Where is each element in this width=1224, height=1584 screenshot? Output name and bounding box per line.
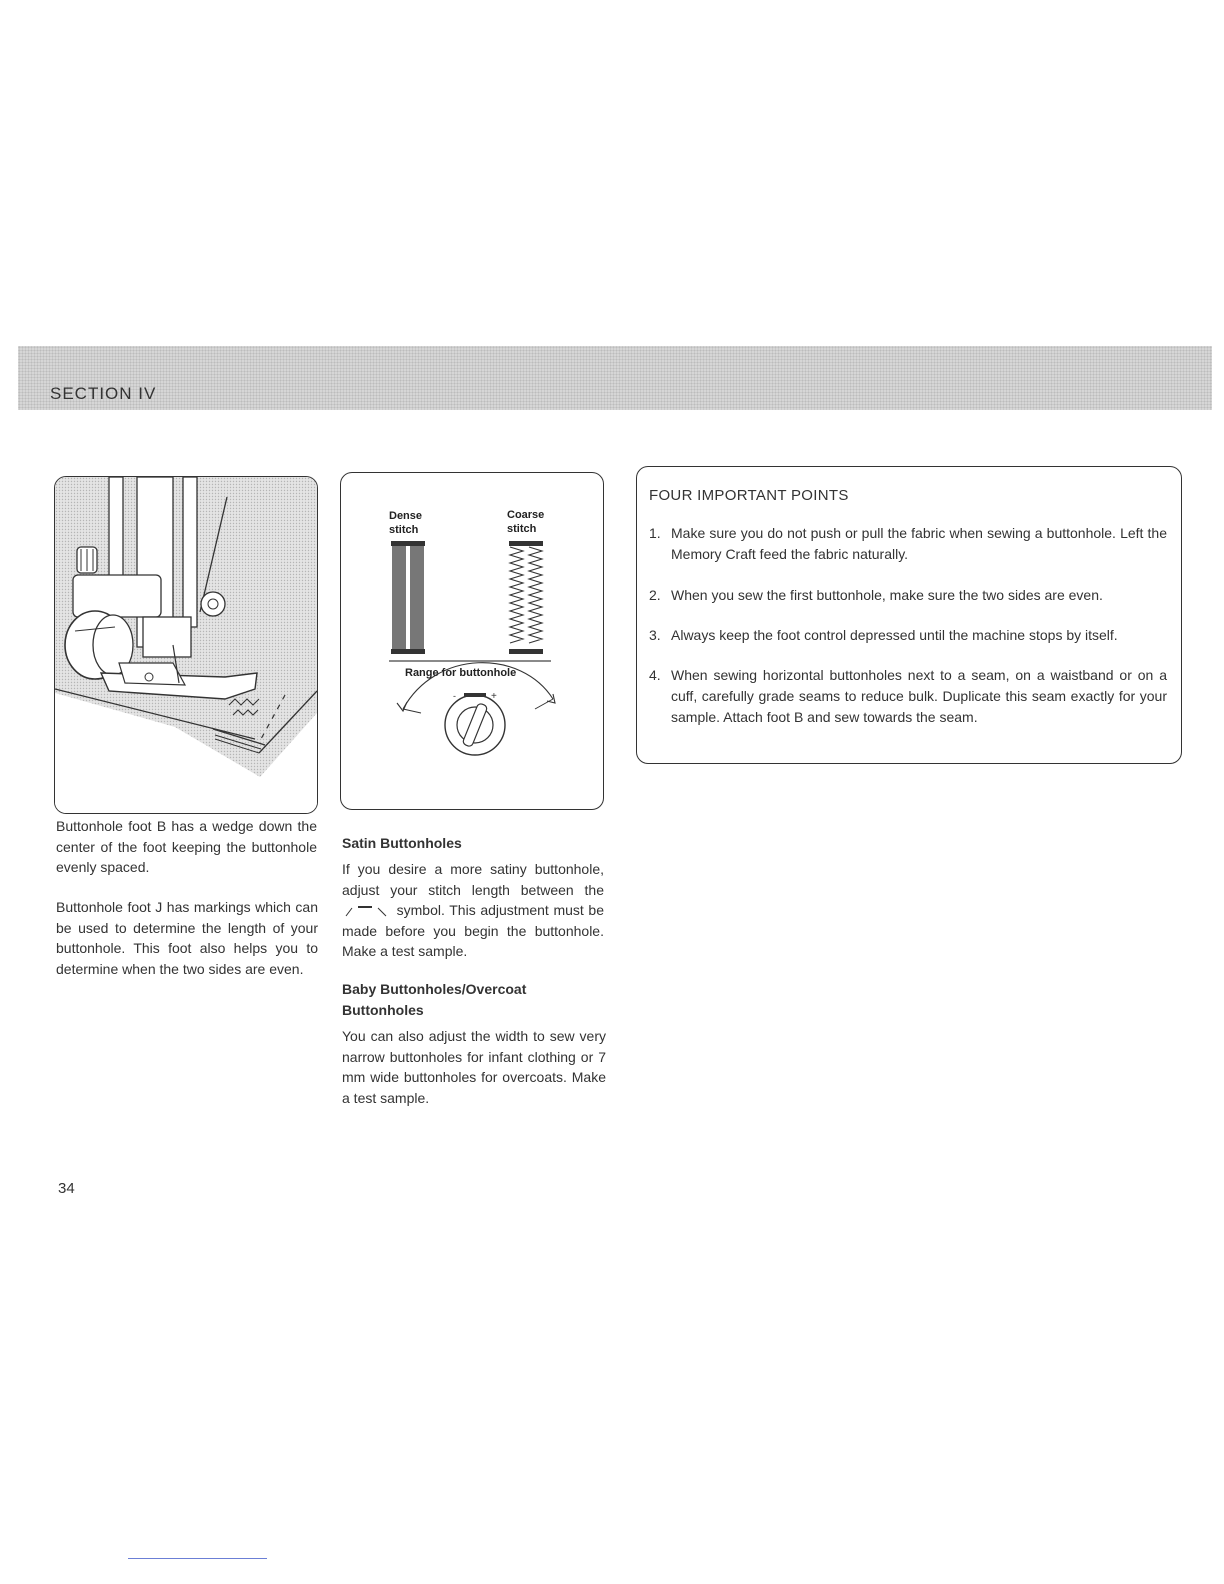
coarse-label-line1: Coarse xyxy=(507,509,545,521)
coarse-label-line2: stitch xyxy=(507,523,537,535)
list-item xyxy=(649,523,1167,565)
satin-buttonholes-text xyxy=(342,859,604,962)
foot-b-description: Buttonhole foot B has a wedge down the center of the foot keeping the buttonhole evenly spaced. xyxy=(56,818,317,875)
baby-buttonholes-heading-line2: Buttonholes xyxy=(342,1002,424,1018)
point-number: 2. xyxy=(649,587,661,603)
satin-text-before-symbol: If you desire a more satiny buttonhole, adjust your stitch length between the xyxy=(342,861,604,898)
section-header-band xyxy=(18,346,1212,410)
foot-j-description: Buttonhole foot J has markings which can be used to determine the length of your buttonhole. This foot also helps you to determine when the two sides are even. xyxy=(56,899,318,977)
stitch-length-range-icon xyxy=(342,904,392,918)
section-title: SECTION IV xyxy=(50,384,157,403)
stitch-diagram xyxy=(341,473,603,809)
point-text: Always keep the foot control depressed until the machine stops by itself. xyxy=(671,627,1118,643)
range-label: Range for buttonhole xyxy=(405,667,517,679)
baby-buttonholes-heading-line1: Baby Buttonholes/Overcoat xyxy=(342,981,527,997)
point-number: 4. xyxy=(649,667,661,683)
important-points-box xyxy=(636,466,1182,764)
point-text: When you sew the first buttonhole, make sure the two sides are even. xyxy=(671,587,1103,603)
satin-text-after-symbol: symbol. This adjustment must be made before you begin the buttonhole. Make a test sample. xyxy=(342,902,604,959)
point-text: When sewing horizontal buttonholes next to a seam, on a waistband or on a cuff, carefully grade seams to reduce bulk. Duplicate this seam exactly for your sample. Attach foot B and sew towards the seam. xyxy=(671,667,1167,725)
foot-illustration-frame xyxy=(54,476,318,814)
point-number: 3. xyxy=(649,627,661,643)
list-item xyxy=(649,665,1167,728)
baby-buttonholes-text: You can also adjust the width to sew very narrow buttonholes for infant clothing or 7 mm wide buttonholes for overcoats. Make a test sample. xyxy=(342,1028,606,1106)
list-item xyxy=(649,585,1167,606)
point-text: Make sure you do not push or pull the fabric when sewing a buttonhole. Left the Memory Craft feed the fabric naturally. xyxy=(671,525,1167,562)
footer-divider xyxy=(128,1558,267,1559)
page-number: 34 xyxy=(58,1180,75,1197)
dense-label-line2: stitch xyxy=(389,524,419,536)
svg-text:-: - xyxy=(453,691,456,701)
satin-buttonholes-heading: Satin Buttonholes xyxy=(342,835,462,851)
svg-text:+: + xyxy=(491,691,497,702)
point-number: 1. xyxy=(649,525,661,541)
sewing-foot-illustration xyxy=(55,477,317,813)
important-points-list xyxy=(649,523,1167,728)
list-item xyxy=(649,625,1167,646)
important-points-title: FOUR IMPORTANT POINTS xyxy=(649,487,849,504)
coarse-stitch-sample xyxy=(509,541,543,654)
dense-label-line1: Dense xyxy=(389,510,423,522)
stitch-diagram-frame xyxy=(340,472,604,810)
dense-stitch-sample xyxy=(391,541,425,654)
